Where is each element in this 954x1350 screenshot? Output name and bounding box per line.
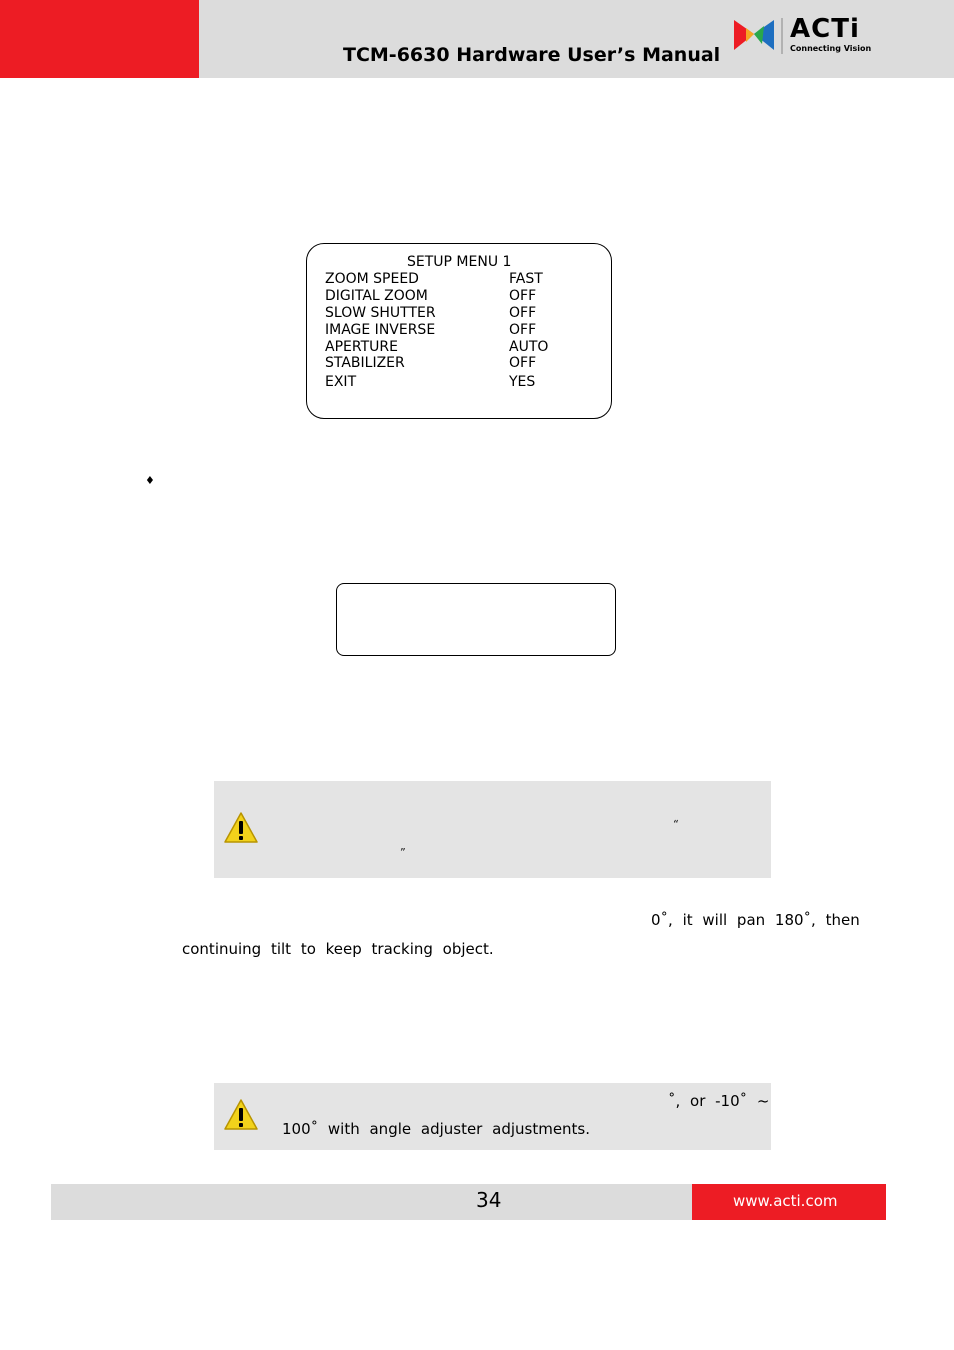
- logo-tagline: Connecting Vision: [790, 44, 872, 53]
- warning-icon: [223, 810, 259, 846]
- bullet-marker: ♦: [145, 474, 155, 487]
- page-number: 34: [476, 1188, 502, 1212]
- empty-display-box: [336, 583, 616, 656]
- note1-close-quote: ”: [400, 846, 406, 859]
- menu-value-zoom-speed: FAST: [509, 271, 543, 287]
- setup-menu-title: SETUP MENU 1: [407, 254, 512, 270]
- paragraph-line2: continuing tilt to keep tracking object.: [182, 940, 494, 958]
- menu-label-exit: EXIT: [325, 374, 357, 390]
- menu-label-digital-zoom: DIGITAL ZOOM: [325, 288, 428, 304]
- menu-label-image-inverse: IMAGE INVERSE: [325, 322, 436, 338]
- paragraph-line1-tail: 0˚, it will pan 180˚, then: [651, 911, 860, 929]
- logo-wordmark: ACTi: [790, 14, 860, 44]
- menu-value-image-inverse: OFF: [509, 322, 537, 338]
- menu-value-exit: YES: [509, 374, 536, 390]
- header-red-block: [0, 0, 199, 78]
- menu-value-stabilizer: OFF: [509, 355, 537, 371]
- note2-line2: 100˚ with angle adjuster adjustments.: [282, 1120, 591, 1138]
- menu-value-aperture: AUTO: [509, 339, 549, 355]
- menu-label-slow-shutter: SLOW SHUTTER: [325, 305, 436, 321]
- menu-label-aperture: APERTURE: [325, 339, 398, 355]
- note2-line1-tail: ˚, or -10˚ ~: [668, 1092, 770, 1110]
- website-link[interactable]: www.acti.com: [733, 1192, 838, 1210]
- manual-title: TCM-6630 Hardware User’s Manual: [343, 44, 721, 66]
- menu-label-stabilizer: STABILIZER: [325, 355, 405, 371]
- menu-label-zoom-speed: ZOOM SPEED: [325, 271, 419, 287]
- warning-icon: [223, 1097, 259, 1133]
- menu-value-slow-shutter: OFF: [509, 305, 537, 321]
- warning-note-1: [214, 781, 771, 878]
- menu-value-digital-zoom: OFF: [509, 288, 537, 304]
- note1-open-quote: “: [673, 818, 679, 831]
